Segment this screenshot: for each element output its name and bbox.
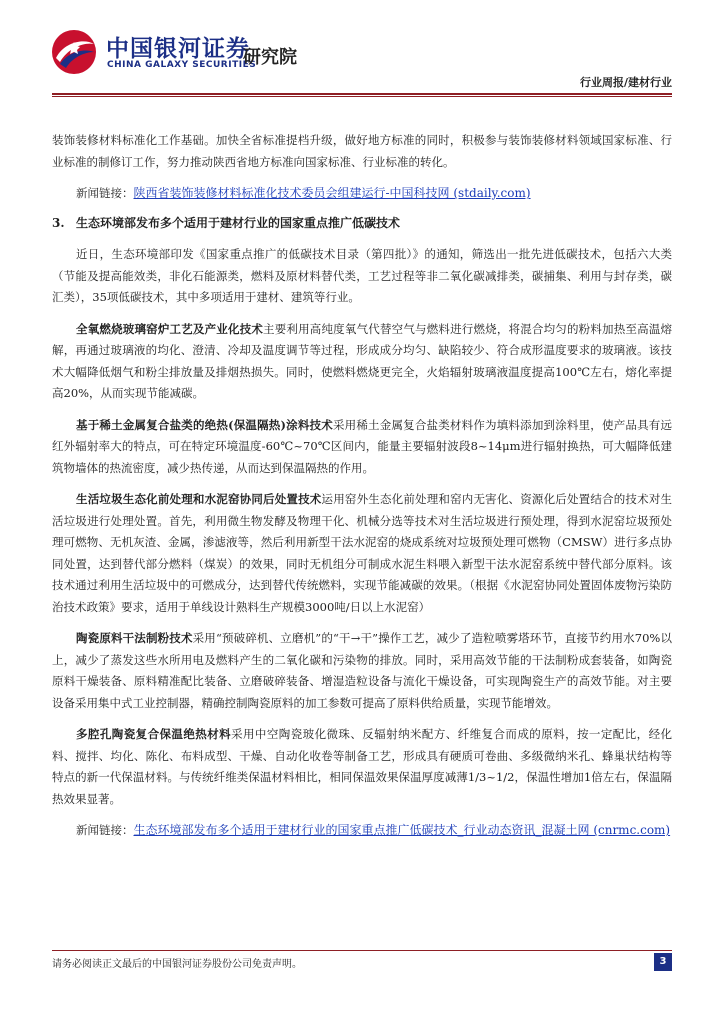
- institute-label: 研究院: [243, 47, 297, 68]
- page-number: 3: [654, 953, 672, 971]
- paragraph-porous-ceramic-insulation: 多腔孔陶瓷复合保温绝热材料采用中空陶瓷玻化微珠、反辐射纳米配方、纤维复合而成的原料，按一定配比，经化料、搅拌、均化、陈化、布料成型、干燥、自动化收卷等制备工艺，形成具有硬质可卷曲、多级微纳米孔、蜂巢状结构等特点的新一代保温材料。与传统纤维类保温材料相比，相同保温效果保温厚度减薄1/3~1/2，保温性增加1倍左右，保温隔热效果显著。: [52, 727, 673, 806]
- news-link-line-2: [52, 820, 672, 842]
- intro-paragraph: 装饰装修材料标准化工作基础。加快全省标准提档升级，做好地方标准的同时，积极参与装饰装修材料领域国家标准、行业标准的制修订工作，努力推动陕西省地方标准向国家标准、行业标准的转化。: [52, 133, 672, 169]
- tech-name-bold: 陶瓷原料干法制粉技术: [76, 631, 193, 645]
- news-link-1[interactable]: 陕西省装饰装修材料标准化技术委员会组建运行-中国科技网 (stdaily.com): [133, 186, 531, 200]
- section-number: 3.: [52, 215, 65, 230]
- tech-name-bold: 多腔孔陶瓷复合保温绝热材料: [76, 727, 232, 741]
- tech-name-bold: 基于稀土金属复合盐类的绝热(保温隔热)涂料技术: [76, 417, 333, 432]
- footer-rule: [52, 950, 672, 951]
- paragraph-waste-cement-kiln: 生活垃圾生态化前处理和水泥窑协同后处置技术运用窑外生态化前处理和窑内无害化、资源化后处置结合的技术对生活垃圾进行处理处置。首先，利用微生物发酵及物理干化、机械分选等技术对生活垃圾进行预处理，得到水泥窑垃圾预处理可燃物、无机灰渣、金属，渗滤液等，然后利用新型干法水泥窑的烧成系统对垃圾预处理可燃物（CMSW）进行多点协同处置，达到替代部分燃料（煤炭）的效果，同时无机组分可制成水泥生料喂入新型干法水泥窑系统中替代部分原料。该技术通过利用生活垃圾中的可燃成分，达到替代传统燃料，实现节能减碳的效果。（根据《水泥窑协同处置固体废物污染防治技术政策》要求，适用于单线设计熟料生产规模3000吨/日以上水泥窑）: [52, 492, 673, 614]
- footer-disclaimer: 请务必阅读正文最后的中国银河证券股份公司免责声明。: [52, 959, 302, 970]
- report-category: 行业周报/建材行业: [579, 76, 672, 89]
- header-rule: [52, 93, 672, 95]
- section-title: 生态环境部发布多个适用于建材行业的国家重点推广低碳技术: [76, 215, 401, 230]
- galaxy-logo-icon: [50, 28, 98, 76]
- page-header: [0, 0, 724, 96]
- news-link-line-1: [52, 183, 672, 205]
- report-body: [52, 130, 672, 850]
- paragraph-insulation-coating: 基于稀土金属复合盐类的绝热(保温隔热)涂料技术采用稀土金属复合盐类材料作为填料添加到涂料里，使产品具有远红外辐射率大的特点，可在特定环境温度-60℃~70℃区间内，能量主要辐射波段8~14μm进行辐射换热，可大幅降低建筑物墙体的热流密度，减少热传递，从而达到保温隔热的作用。: [52, 417, 673, 475]
- news-link-prefix: 新闻链接：: [76, 823, 134, 837]
- section-3-heading: [52, 213, 672, 235]
- news-link-2[interactable]: 生态环境部发布多个适用于建材行业的国家重点推广低碳技术_行业动态资讯_混凝土网 (cnrmc.com): [133, 823, 671, 837]
- paragraph-overview: 近日，生态环境部印发《国家重点推广的低碳技术目录（第四批）》的通知，筛选出一批先进低碳技术，包括六大类（节能及提高能效类，非化石能源类，燃料及原材料替代类，工艺过程等非二氧化碳减排类，碳捕集、利用与封存类，碳汇类），35项低碳技术，其中多项适用于建材、建筑等行业。: [52, 247, 672, 304]
- header-rule-thin: [52, 96, 672, 97]
- brand-name-en: CHINA GALAXY SECURITIES: [107, 60, 257, 70]
- news-link-prefix: 新闻链接：: [76, 186, 134, 200]
- brand-name-cn: 中国银河证券: [106, 36, 250, 62]
- tech-name-bold: 生活垃圾生态化前处理和水泥窑协同后处置技术: [76, 492, 322, 506]
- paragraph-dry-ceramic-powder: 陶瓷原料干法制粉技术采用“预破碎机、立磨机”的“干→干”操作工艺，减少了造粒喷雾塔环节，直接节约用水70%以上，减少了蒸发这些水所用电及燃料产生的二氧化碳和污染物的排放。同时，采用高效节能的干法制粉成套装备，如陶瓷原料干燥装备、原料精准配比装备、立磨破碎装备、增湿造粒设备与流化干燥设备，可实现陶瓷生产的高效节能。对主要设备采用集中式工业控制器，精确控制陶瓷原料的加工参数可提高了原料供给质量，实现节能增效。: [52, 631, 672, 710]
- tech-name-bold: 全氧燃烧玻璃窑炉工艺及产业化技术: [76, 321, 264, 336]
- paragraph-oxy-fuel-glass: 全氧燃烧玻璃窑炉工艺及产业化技术主要利用高纯度氧气代替空气与燃料进行燃烧，将混合均匀的粉料加热至高温熔解，再通过玻璃液的均化、澄清、冷却及温度调节等过程，形成成分均匀、缺陷较少、符合成形温度要求的玻璃液。该技术大幅降低烟气和粉尘排放量及排烟热损失。同时，使燃料燃烧更完全，火焰辐射玻璃液温度提高100℃左右，熔化率提高20%，从而实现节能减碳。: [52, 321, 673, 400]
